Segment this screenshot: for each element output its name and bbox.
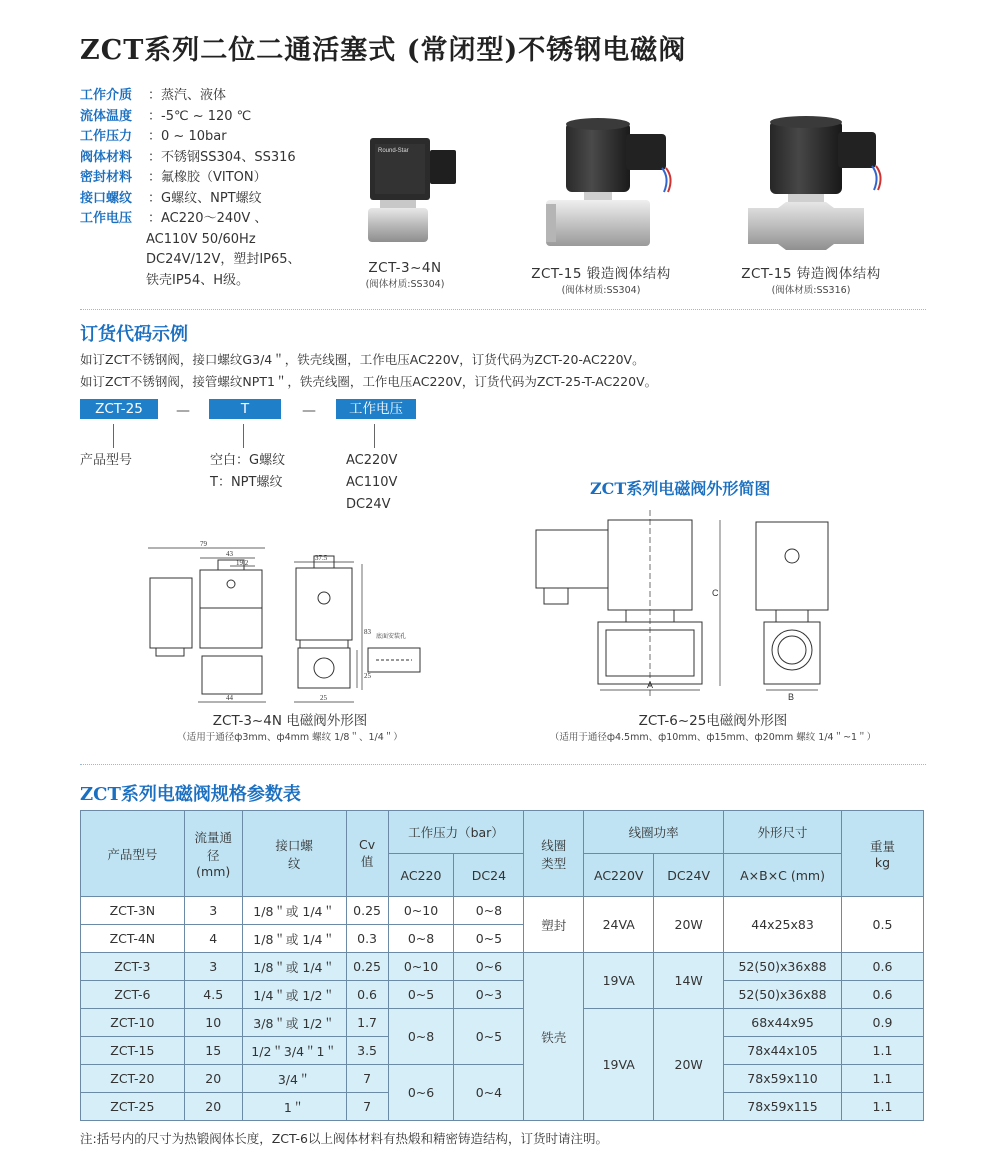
th-coil: 线圈类型	[524, 811, 584, 897]
th-ac220v: AC220V	[584, 854, 654, 897]
cell-power-dc: 20W	[654, 897, 724, 953]
th-abc: A×B×C (mm)	[724, 854, 842, 897]
th-power: 线圈功率	[584, 811, 724, 854]
order-section-title: 订货代码示例	[80, 324, 188, 345]
cell-dims: 68x44x95	[724, 1009, 842, 1037]
th-dims: 外形尺寸	[724, 811, 842, 854]
cell-dc: 0~6	[454, 953, 524, 981]
product-zct-15-forged	[506, 108, 696, 296]
table-row	[81, 953, 924, 981]
spec-row-voltage: 工作电压 ： AC220～240V 、	[80, 209, 301, 230]
cell-dims: 78x59x115	[724, 1093, 842, 1121]
cell-weight: 1.1	[841, 1065, 923, 1093]
caption-sub: （适用于通径ф3mm、ф4mm 螺纹 1/8＂、1/4＂）	[177, 732, 403, 743]
cell-weight: 0.5	[841, 897, 923, 953]
code-box-thread: T	[209, 399, 281, 419]
cell-model: ZCT-6	[81, 981, 185, 1009]
dim-25-bottom: 25	[320, 694, 327, 702]
cell-bore: 15	[184, 1037, 242, 1065]
product-name: ZCT-3~4N	[368, 260, 442, 276]
cell-thread: 1/8＂或 1/4＂	[242, 925, 346, 953]
cell-dims: 52(50)x36x88	[724, 953, 842, 981]
code-voltage-option: DC24V	[346, 497, 391, 512]
code-label-model: 产品型号	[80, 453, 133, 468]
brand-label: Round-Star	[378, 148, 409, 154]
table-row	[81, 981, 924, 1009]
spec-table	[80, 810, 924, 1121]
caption-main: ZCT-6~25电磁阀外形图	[638, 713, 788, 729]
cell-thread: 3/4＂	[242, 1065, 346, 1093]
drawing-zct-6-25	[520, 510, 860, 702]
cell-power-dc: 20W	[654, 1009, 724, 1121]
spec-value: 不锈钢SS304、SS316	[161, 149, 296, 165]
spec-row-pressure: 工作压力 ： 0 ~ 10bar	[80, 127, 301, 148]
spec-list	[80, 86, 301, 291]
table-row	[81, 897, 924, 925]
valve-photo-cast	[726, 108, 896, 258]
cell-power-dc: 14W	[654, 953, 724, 1009]
dim-43: 43	[226, 550, 233, 558]
product-zct-15-cast	[716, 108, 906, 296]
product-name: ZCT-15 锻造阀体结构	[531, 266, 671, 282]
dim-79: 79	[200, 540, 207, 548]
cell-weight: 1.1	[841, 1037, 923, 1065]
th-ac220: AC220	[388, 854, 454, 897]
page-title: ZCT系列二位二通活塞式 (常闭型)不锈钢电磁阀	[80, 35, 687, 66]
dim-c: C	[712, 588, 719, 598]
code-voltage-option: AC220V	[346, 453, 398, 468]
spec-value: 0 ~ 10bar	[161, 129, 227, 144]
valve-photo-small	[340, 128, 470, 256]
spec-voltage-cont: 铁壳IP54、H级。	[146, 272, 249, 288]
spec-label: 工作介质	[80, 88, 133, 103]
cell-power-ac: 24VA	[584, 897, 654, 953]
cell-cv: 1.7	[346, 1009, 388, 1037]
spec-label: 接口螺纹	[80, 190, 133, 206]
cell-thread: 1/8＂或 1/4＂	[242, 953, 346, 981]
cell-cv: 3.5	[346, 1037, 388, 1065]
cell-model: ZCT-4N	[81, 925, 185, 953]
spec-voltage-cont: AC110V 50/60Hz	[146, 231, 256, 247]
spec-label: 阀体材料	[80, 149, 133, 165]
cell-cv: 0.25	[346, 953, 388, 981]
cell-dims: 78x44x105	[724, 1037, 842, 1065]
th-cv: Cv值	[346, 811, 388, 897]
cell-power-ac: 19VA	[584, 953, 654, 1009]
spec-row-thread: 接口螺纹 ： G螺纹、NPT螺纹	[80, 189, 301, 210]
cell-thread: 1/8＂或 1/4＂	[242, 897, 346, 925]
cell-coil: 塑封	[524, 897, 584, 953]
spec-label: 工作压力	[80, 129, 133, 144]
cell-thread: 1＂	[242, 1093, 346, 1121]
mount-hole-label: 底面安装孔	[376, 634, 407, 640]
spec-value: 氟橡胶（VITON）	[161, 170, 267, 185]
product-material: (阀体材质:SS316)	[771, 285, 851, 296]
cell-bore: 3	[184, 953, 242, 981]
cell-bore: 3	[184, 897, 242, 925]
cell-model: ZCT-20	[81, 1065, 185, 1093]
product-zct-3-4n	[340, 128, 470, 290]
cell-thread: 1/4＂或 1/2＂	[242, 981, 346, 1009]
product-material: (阀体材质:SS304)	[365, 279, 445, 290]
cell-model: ZCT-25	[81, 1093, 185, 1121]
th-model: 产品型号	[81, 811, 185, 897]
spec-row-temperature: 流体温度 ： -5℃ ~ 120 ℃	[80, 107, 301, 128]
cell-dc: 0~3	[454, 981, 524, 1009]
spec-row-seal-material: 密封材料 ： 氟橡胶（VITON）	[80, 168, 301, 189]
cell-dc: 0~4	[454, 1065, 524, 1121]
cell-thread: 3/8＂或 1/2＂	[242, 1009, 346, 1037]
cell-bore: 4	[184, 925, 242, 953]
caption-main: ZCT-3~4N 电磁阀外形图	[212, 713, 368, 729]
cell-cv: 0.25	[346, 897, 388, 925]
product-name: ZCT-15 铸造阀体结构	[741, 266, 881, 282]
caption-sub: （适用于通径ф4.5mm、ф10mm、ф15mm、ф20mm 螺纹 1/4＂~1＂）	[549, 732, 877, 743]
connector-line	[243, 424, 244, 448]
cell-weight: 0.6	[841, 981, 923, 1009]
cell-bore: 20	[184, 1093, 242, 1121]
spec-value: G螺纹、NPT螺纹	[161, 190, 262, 206]
th-dc24v: DC24V	[654, 854, 724, 897]
spec-value: -5℃ ~ 120 ℃	[161, 108, 252, 124]
cell-model: ZCT-3N	[81, 897, 185, 925]
cell-thread: 1/2＂3/4＂1＂	[242, 1037, 346, 1065]
cell-bore: 4.5	[184, 981, 242, 1009]
cell-dims: 44x25x83	[724, 897, 842, 953]
code-option-g: 空白：G螺纹	[210, 453, 286, 468]
cell-dims: 52(50)x36x88	[724, 981, 842, 1009]
order-example-1: 如订ZCT不锈钢阀，接口螺纹G3/4＂，铁壳线圈，工作电压AC220V，订货代码为ZCT-20-AC220V。	[80, 352, 645, 367]
th-thread: 接口螺纹	[242, 811, 346, 897]
drawings-title: ZCT系列电磁阀外形简图	[590, 479, 771, 498]
cell-model: ZCT-10	[81, 1009, 185, 1037]
cell-cv: 7	[346, 1093, 388, 1121]
divider	[80, 764, 926, 765]
dim-25: 25	[364, 672, 371, 680]
cell-coil: 铁壳	[524, 953, 584, 1121]
cell-bore: 20	[184, 1065, 242, 1093]
spec-label: 密封材料	[80, 170, 133, 185]
cell-cv: 0.6	[346, 981, 388, 1009]
divider	[80, 309, 926, 310]
cell-dc: 0~8	[454, 897, 524, 925]
dim-44: 44	[226, 694, 233, 702]
spec-row-medium: 工作介质 ： 蒸汽、液体	[80, 86, 301, 107]
code-box-voltage: 工作电压	[336, 399, 416, 419]
dim-b: B	[788, 692, 795, 702]
table-row	[81, 1009, 924, 1037]
cell-ac: 0~10	[388, 953, 454, 981]
cell-dc: 0~5	[454, 1009, 524, 1065]
spec-label: 流体温度	[80, 108, 133, 124]
dim-a: A	[647, 680, 654, 690]
code-dash: —	[302, 403, 316, 419]
table-row	[81, 1065, 924, 1093]
cell-model: ZCT-3	[81, 953, 185, 981]
cell-cv: 0.3	[346, 925, 388, 953]
drawing-zct-3-4n	[140, 538, 430, 706]
cell-power-ac: 19VA	[584, 1009, 654, 1121]
spec-row-body-material: 阀体材料 ： 不锈钢SS304、SS316	[80, 148, 301, 169]
connector-line	[374, 424, 375, 448]
code-box-model: ZCT-25	[80, 399, 158, 419]
caption-small-drawing	[150, 709, 430, 743]
th-dc24: DC24	[454, 854, 524, 897]
spec-voltage-cont: DC24V/12V，塑封IP65、	[146, 252, 301, 267]
th-weight: 重量kg	[841, 811, 923, 897]
cell-ac: 0~10	[388, 897, 454, 925]
cell-weight: 1.1	[841, 1093, 923, 1121]
cell-weight: 0.9	[841, 1009, 923, 1037]
cell-dims: 78x59x110	[724, 1065, 842, 1093]
spec-value: AC220～240V 、	[161, 211, 268, 226]
caption-large-drawing	[528, 709, 898, 743]
cell-cv: 7	[346, 1065, 388, 1093]
dim-83: 83	[364, 628, 371, 636]
valve-photo-forged	[516, 108, 686, 258]
cell-ac: 0~5	[388, 981, 454, 1009]
th-bore: 流量通径(mm)	[184, 811, 242, 897]
cell-bore: 10	[184, 1009, 242, 1037]
code-option-t: T：NPT螺纹	[210, 475, 283, 490]
cell-ac: 0~6	[388, 1065, 454, 1121]
table-note: 注:括号内的尺寸为热锻阀体长度，ZCT-6以上阀体材料有热煅和精密铸造结构，订货时请注明。	[80, 1131, 608, 1146]
order-example-2: 如订ZCT不锈钢阀，接管螺纹NPT1＂，铁壳线圈，工作电压AC220V，订货代码为ZCT-25-T-AC220V。	[80, 374, 658, 389]
cell-ac: 0~8	[388, 925, 454, 953]
dim-19: 19.2	[236, 559, 249, 567]
product-material: (阀体材质:SS304)	[561, 285, 641, 296]
cell-weight: 0.6	[841, 953, 923, 981]
th-pressure: 工作压力（bar）	[388, 811, 524, 854]
cell-model: ZCT-15	[81, 1037, 185, 1065]
table-title: ZCT系列电磁阀规格参数表	[80, 784, 301, 805]
cell-dc: 0~5	[454, 925, 524, 953]
code-dash: —	[176, 403, 190, 419]
dim-37-5: 37.5	[315, 554, 328, 562]
code-voltage-option: AC110V	[346, 475, 398, 490]
spec-value: 蒸汽、液体	[161, 88, 227, 103]
connector-line	[113, 424, 114, 448]
cell-ac: 0~8	[388, 1009, 454, 1065]
spec-label: 工作电压	[80, 211, 133, 226]
